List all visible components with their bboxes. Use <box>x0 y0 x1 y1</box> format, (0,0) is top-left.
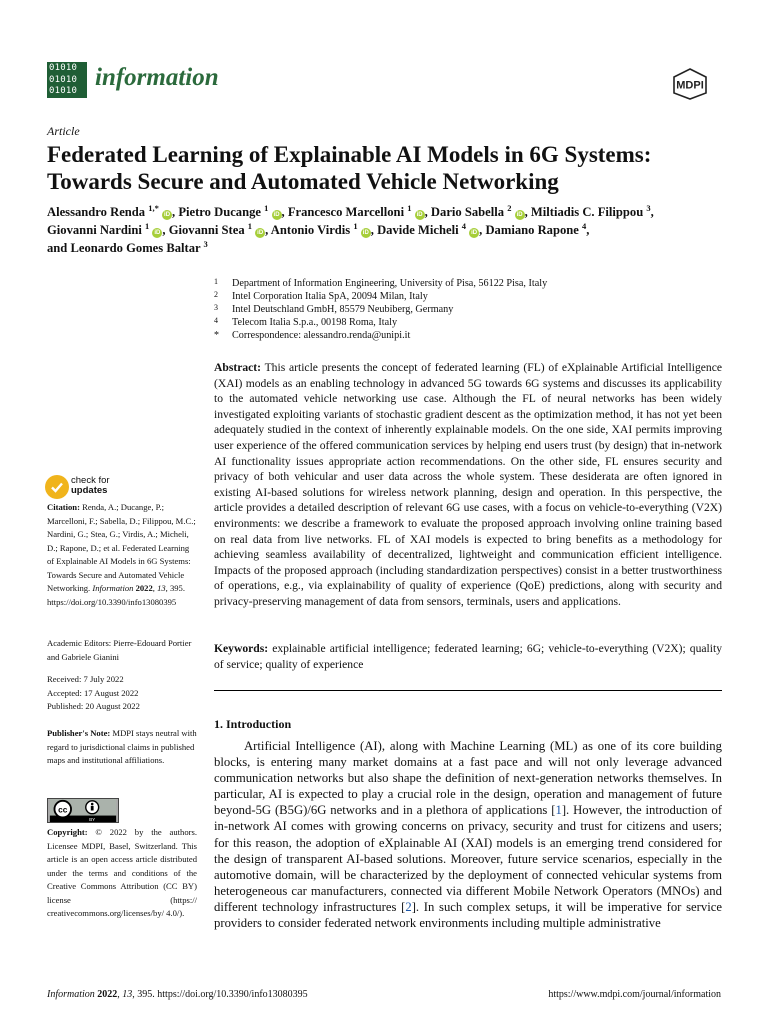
author-name: Davide Micheli <box>377 223 462 237</box>
footer-journal: Information <box>47 989 95 1000</box>
affiliations <box>214 277 714 342</box>
orcid-icon[interactable]: iD <box>273 212 280 218</box>
affiliation-item <box>214 329 714 342</box>
publisher-name: MDPI <box>676 79 704 92</box>
footer-volume: 13 <box>122 989 133 1000</box>
citation-block: Citation: Renda, A.; Ducange, P.; Marcelloni, F.; Sabella, D.; Filippou, M.C.; Nardini, G.; Stea, G.; Virdis, A.; Micheli, D.; Rapone, D.; et al. Federated Learning of Explainable AI Models in 6G Systems: Towards Secure and Automated Vehicle Networking. Information 2022, 13, 395. https://doi.org/10.3390/info13080395 <box>47 502 196 607</box>
author-name: Dario Sabella <box>430 205 508 219</box>
affiliation-number: 4 <box>214 316 218 325</box>
keywords <box>214 641 722 672</box>
orcid-icon[interactable]: iD <box>516 212 523 218</box>
copyright-label: Copyright: <box>47 827 88 837</box>
orcid-icon[interactable]: iD <box>416 212 423 218</box>
author-name: Pietro Ducange <box>178 205 265 219</box>
citation-link[interactable]: 1 <box>555 803 562 818</box>
author-conjunction: and <box>47 241 68 255</box>
check-updates-line: updates <box>71 485 108 496</box>
orcid-icon[interactable]: iD <box>471 230 478 236</box>
paragraph-text: ]. However, the introduction of in-network AI comes with growing concerns on privacy, security and trust for citizens and users; for this reason, the adoption of eXplainable AI (XAI) models is an emerging trend considered for the design of transparent AI-based solutions. Moreover, future service scenarios, especially in the automotive domain, will be characterized by the deployment of connected vehicular systems from heterogeneous car manufacturers, connected via different Mobile Network Operators (MNOs) and different technology infrastructures [ <box>214 803 722 914</box>
author <box>47 202 172 219</box>
keywords-text: explainable artificial intelligence; federated learning; 6G; vehicle-to-everything (V2X); quality of service; quality of experience <box>214 642 722 671</box>
author-affiliation-ref: 4 <box>461 220 466 231</box>
affiliation-item <box>214 303 714 316</box>
section-heading: 1. Introduction <box>214 717 292 731</box>
affiliation-text: Correspondence: alessandro.renda@unipi.it <box>232 330 411 341</box>
citation-link[interactable]: 2 <box>405 899 412 914</box>
author-name: Giovanni Stea <box>168 223 248 237</box>
orcid-icon[interactable]: iD <box>362 230 369 236</box>
author-name: Antonio Virdis <box>270 223 354 237</box>
affiliation-text: Intel Corporation Italia SpA, 20094 Milan, Italy <box>232 291 428 302</box>
accepted-date: Accepted: 17 August 2022 <box>47 687 139 698</box>
author-affiliation-ref: 1,* <box>148 202 159 213</box>
author-affiliation-ref: 4 <box>582 220 587 231</box>
author-list <box>47 203 727 257</box>
publication-dates <box>47 673 197 714</box>
footer-citation: Information 2022, 13, 395. https://doi.org/10.3390/info13080395 <box>47 989 308 1000</box>
author-affiliation-ref: 2 <box>507 202 512 213</box>
citation-journal: Information <box>92 583 134 593</box>
author-line: Alessandro Renda $^{1,*}$ iD , Pietro Ducange $^1$ iD , Francesco Marcelloni $^1$ iD , Dario Sabella $^2$ iD , Miltiadis C. Filippou $^3$, <box>47 202 654 219</box>
author <box>168 220 265 237</box>
author-line <box>47 239 727 257</box>
abstract-label: Abstract: <box>214 361 262 374</box>
citation-year: 2022 <box>135 583 153 593</box>
logo-bits-row: 01010 <box>49 63 78 73</box>
copyright-notice <box>47 826 197 921</box>
citation-volume: 13 <box>157 583 166 593</box>
affiliation-text: Department of Information Engineering, University of Pisa, 56122 Pisa, Italy <box>232 278 548 289</box>
check-updates-icon <box>45 475 69 499</box>
author-affiliation-ref: 3 <box>203 238 208 249</box>
author-affiliation-ref: 1 <box>144 220 150 231</box>
mdpi-logo <box>666 68 714 100</box>
affiliation-number: * <box>214 330 219 341</box>
author <box>47 220 162 237</box>
article-title: Federated Learning of Explainable AI Models in 6G Systems: Towards Secure and Automated Vehicle Networking <box>47 142 652 194</box>
author <box>485 220 587 237</box>
affiliation-item <box>214 290 714 303</box>
author-name: Leonardo Gomes Baltar <box>70 241 204 255</box>
logo-bits-row: 01010 <box>49 86 78 96</box>
affiliation-number: 3 <box>214 303 218 312</box>
logo-bits-row: 01010 <box>49 74 78 85</box>
affiliation-item <box>214 316 714 329</box>
affiliation-text: Intel Deutschland GmbH, 85579 Neubiberg, Germany <box>232 304 454 315</box>
received-date: Received: 7 July 2022 <box>47 674 124 684</box>
affiliation-number: 1 <box>214 277 218 286</box>
affiliation-number: 2 <box>214 290 218 299</box>
author-affiliation-ref: 1 <box>353 220 358 231</box>
introduction-body <box>214 738 722 931</box>
svg-text:BY: BY <box>89 817 96 823</box>
journal-logo <box>47 62 87 98</box>
orcid-icon[interactable]: iD <box>154 230 161 236</box>
check-updates-line: check for <box>71 475 110 486</box>
author <box>430 202 525 219</box>
academic-editors: Academic Editors: Pierre-Edouard Portier and Gabriele Gianini <box>47 638 192 662</box>
abstract-text: This article presents the concept of federated learning (FL) of eXplainable Artificial Intelligence (XAI) models as an enabling technology in advanced 5G towards 6G systems and discusses its applicability to the automated vehicle networking use case. Although the FL of neural networks has been widely investigated exploiting variants of stochastic gradient descent as the optimization method, it has not yet been adequately studied in the context of inherently explainable models. On the one side, XAI permits improving user experience of the offered communication services by helping end users trust (by design) that in-network AI functionality issues appropriate action recommendations. On the other side, FL ensures security and privacy of both vehicular and user data across the whole system. These desiderata are often ignored in existing AI-based solutions for wireless network planning, design and operation. In this perspective, the article provides a detailed description of relevant 6G use cases, with a focus on vehicle-to-everything (V2X) environments: we describe a framework to evaluate the proposed approach involving online training based on real data from live networks. FL of XAI models is expected to bring benefits as a methodology for achieving seamless availability of decentralized, lightweight and communication efficient intelligence. Impacts of the proposed approach (including standardization perspectives) consist in a better trustworthiness of operations, e.g., via explainability of quality of experience (QoE) predictions, along with security and privacy-preserving management of data from sensors, terminals, users and applications. <box>214 361 722 608</box>
publisher-note <box>47 727 197 768</box>
author-affiliation-ref: 1 <box>247 220 253 231</box>
author-name: Miltiadis C. Filippou <box>530 205 647 219</box>
author-name: Damiano Rapone <box>485 223 582 237</box>
author-name: Giovanni Nardini <box>47 223 145 237</box>
cc-by-license-icon[interactable] <box>47 798 119 823</box>
check-updates-text <box>71 476 131 496</box>
author-affiliation-ref: 1 <box>264 202 269 213</box>
paragraph-text: ]. In such complex setups, it will be imperative for service providers to consider federated network environments including multiple administrative <box>214 899 722 931</box>
abstract <box>214 360 722 610</box>
paragraph <box>214 738 722 931</box>
author-name: Alessandro Renda <box>47 205 149 219</box>
affiliation-text: Telecom Italia S.p.a., 00198 Roma, Italy <box>232 317 398 328</box>
author <box>377 220 479 237</box>
journal-name: information <box>95 64 219 91</box>
footer-doi[interactable]: , 395. https://doi.org/10.3390/info13080395 <box>132 989 308 1000</box>
author <box>70 238 208 255</box>
author-name: Francesco Marcelloni <box>287 205 408 219</box>
footer-journal-url[interactable]: https://www.mdpi.com/journal/information <box>548 989 721 1000</box>
author <box>287 202 425 219</box>
orcid-icon[interactable]: iD <box>257 230 264 236</box>
article-type: Article <box>47 124 80 138</box>
citation-doi[interactable]: , 395. https://doi.org/10.3390/info13080395 <box>47 583 185 607</box>
svg-text:cc: cc <box>58 805 68 815</box>
copyright-text: © 2022 by the authors. Licensee MDPI, Basel, Switzerland. This article is an open access article distributed under the terms and conditions of the Creative Commons Attribution (CC BY) license (https:// creativecommons.org/licenses/by/ 4.0/). <box>47 827 197 918</box>
published-date: Published: 20 August 2022 <box>47 701 140 711</box>
publisher-note-label: Publisher's Note: <box>47 728 111 738</box>
footer-year: 2022 <box>97 989 118 1000</box>
author <box>178 202 281 219</box>
citation-text: Renda, A.; Ducange, P.; Marcelloni, F.; Sabella, D.; Filippou, M.C.; Nardini, G.; Stea, G.; Virdis, A.; Micheli, D.; Rapone, D.; et al. Federated Learning of Explainable AI Models in 6G Systems: Towards Secure and Automated Vehicle Networking. <box>47 502 196 593</box>
affiliation-item <box>214 277 714 290</box>
paragraph-text: Artificial Intelligence (AI), along with Machine Learning (ML) as one of its core building blocks, is entering many market domains at a fast pace and will not only leverage advanced communication networks but also shape the definition of next-generation networks themselves. In particular, AI is expected to play a crucial role in the design, operation and management of future beyond-5G (B5G)/6G networks and in a plethora of applications [ <box>214 739 722 818</box>
publisher-note-text: MDPI stays neutral with regard to jurisdictional claims in published maps and institutional affiliations. <box>47 728 197 765</box>
section-divider <box>214 690 722 691</box>
orcid-icon[interactable]: iD <box>164 212 171 218</box>
author-affiliation-ref: 3 <box>646 202 651 213</box>
author <box>530 202 651 219</box>
author-line: Giovanni Nardini $^1$ iD , Giovanni Stea $^1$ iD , Antonio Virdis $^1$ iD , Davide Micheli $^4$ iD , Damiano Rapone $^4$, <box>47 220 590 237</box>
keywords-label: Keywords: <box>214 642 269 655</box>
author-affiliation-ref: 1 <box>407 202 412 213</box>
author <box>270 220 371 237</box>
citation-label: Citation: <box>47 502 80 512</box>
